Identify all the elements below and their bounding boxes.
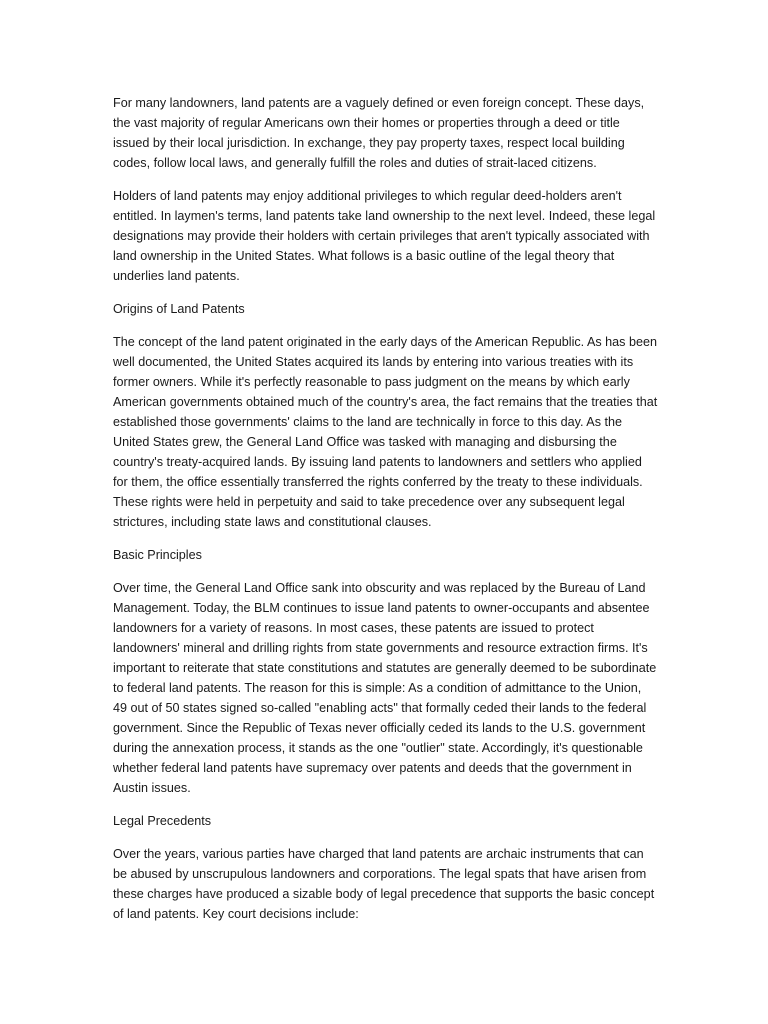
document-body <box>113 93 658 937</box>
paragraph-intro: For many landowners, land patents are a vaguely defined or even foreign concept. These days, the vast majority of regular Americans own their homes or properties through a deed or title issued by their local jurisdiction. In exchange, they pay property taxes, respect local building codes, follow local laws, and generally fulfill the roles and duties of strait-laced citizens. <box>113 96 645 170</box>
paragraph-privileges: Holders of land patents may enjoy additional privileges to which regular deed-holders aren't entitled. In laymen's terms, land patents take land ownership to the next level. Indeed, these legal designations may provide their holders with certain privileges that aren't typically associated with land ownership in the United States. What follows is a basic outline of the legal theory that underlies land patents. <box>113 189 656 283</box>
heading-legal-precedents: Legal Precedents <box>113 814 212 828</box>
paragraph-origins: The concept of the land patent originated in the early days of the American Republic. As has been well documented, the United States acquired its lands by entering into various treaties with its former owners. While it's perfectly reasonable to pass judgment on the means by which early American governments obtained much of the country's area, the fact remains that the treaties that established those governments' claims to the land are technically in force to this day. As the United States grew, the General Land Office was tasked with managing and disbursing the country's treaty-acquired lands. By issuing land patents to landowners and settlers who applied for them, the office essentially transferred the rights conferred by the treaty to these individuals. These rights were held in perpetuity and said to take precedence over any subsequent legal strictures, including state laws and constitutional clauses. <box>113 335 658 529</box>
heading-origins: Origins of Land Patents <box>113 302 245 316</box>
paragraph-precedents: Over the years, various parties have charged that land patents are archaic instruments that can be abused by unscrupulous landowners and corporations. The legal spats that have arisen from these charges have produced a sizable body of legal precedence that supports the basic concept of land patents. Key court decisions include: <box>113 847 655 921</box>
heading-basic-principles: Basic Principles <box>113 548 202 562</box>
paragraph-principles: Over time, the General Land Office sank into obscurity and was replaced by the Bureau of Land Management. Today, the BLM continues to issue land patents to owner-occupants and absentee landowners for a variety of reasons. In most cases, these patents are issued to protect landowners' mineral and drilling rights from state governments and resource extraction firms. It's important to reiterate that state constitutions and statutes are generally deemed to be subordinate to federal land patents. The reason for this is simple: As a condition of admittance to the Union, 49 out of 50 states signed so-called "enabling acts" that formally ceded their lands to the federal government. Since the Republic of Texas never officially ceded its lands to the U.S. government during the annexation process, it stands as the one "outlier" state. Accordingly, it's questionable whether federal land patents have supremacy over patents and deeds that the government in Austin issues. <box>113 581 657 795</box>
